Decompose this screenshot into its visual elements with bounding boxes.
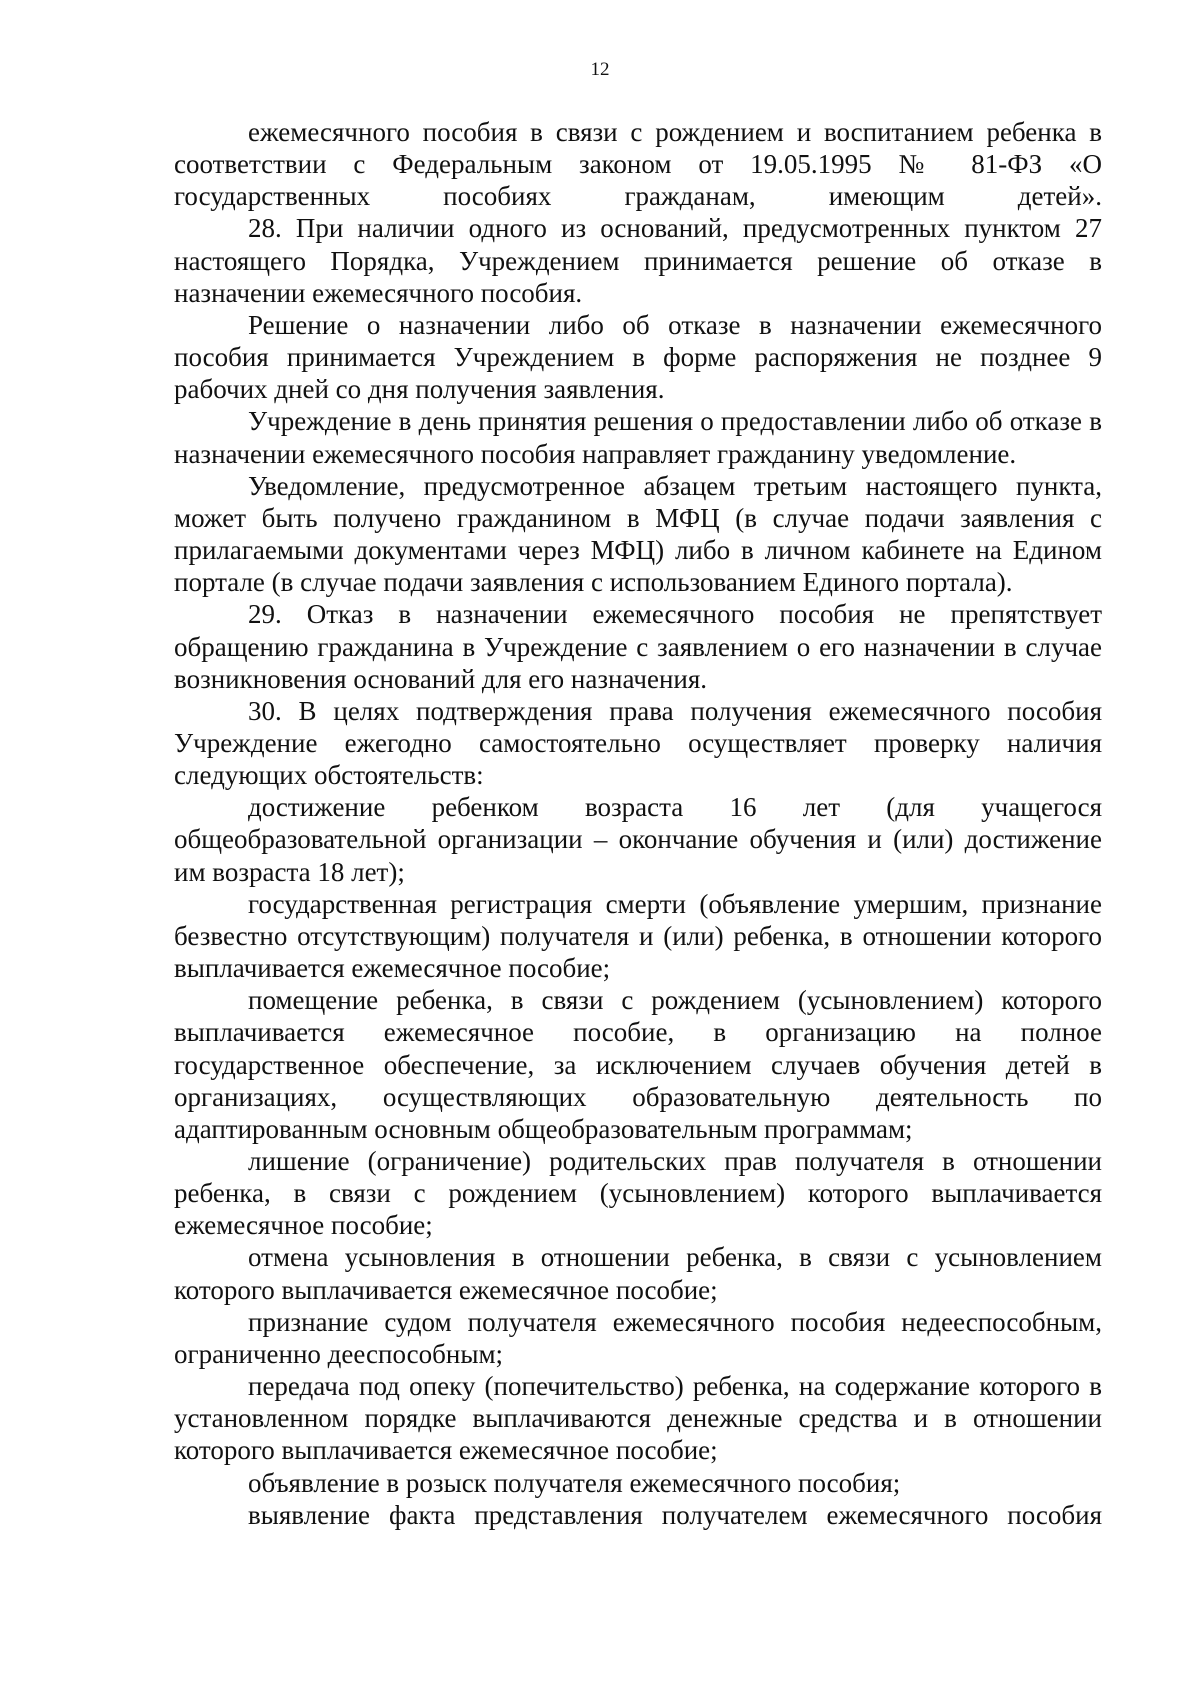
list-item-parental-rights: лишение (ограничение) родительских прав получателя в отношении ребенка, в связи с рождением (усыновлением) которого выплачивается ежемесячное пособие; (174, 1146, 1102, 1241)
list-item-age: достижение ребенком возраста 16 лет (для учащегося общеобразовательной организации – окончание обучения и (или) достижение им возраста 18 лет); (174, 792, 1102, 887)
paragraph-item-29: 29. Отказ в назначении ежемесячного пособия не препятствует обращению гражданина в Учреждение с заявлением о его назначении в случае возникновения оснований для его назначения. (174, 599, 1102, 694)
page-number: 12 (590, 59, 610, 80)
list-item-incapacity: признание судом получателя ежемесячного пособия недееспособным, ограниченно дееспособным; (174, 1306, 1102, 1369)
paragraph-notification-delivery: Уведомление, предусмотренное абзацем третьим настоящего пункта, может быть получено гражданином в МФЦ (в случае подачи заявления с прилагаемыми документами через МФЦ) либо в личном кабинете на Едином портале (в случае подачи заявления с использованием Единого портала). (174, 470, 1102, 598)
list-item-state-care: помещение ребенка, в связи с рождением (усыновлением) которого выплачивается ежемесячное пособие, в организацию на полное государственное обеспечение, за исключением случаев обучения детей в организациях, осуществляющих образовательную деятельность по адаптированным основным общеобразовательным программам; (174, 985, 1102, 1144)
list-item-guardianship: передача под опеку (попечительство) ребенка, на содержание которого в установленном порядке выплачиваются денежные средства и в отношении которого выплачивается ежемесячное пособие; (174, 1371, 1102, 1466)
paragraph-notification: Учреждение в день принятия решения о предоставлении либо об отказе в назначении ежемесячного пособия направляет гражданину уведомление. (174, 406, 1102, 469)
list-item-adoption-cancel: отмена усыновления в отношении ребенка, в связи с усыновлением которого выплачивается ежемесячное пособие; (174, 1242, 1102, 1305)
document-body (174, 116, 1102, 1531)
paragraph-decision: Решение о назначении либо об отказе в назначении ежемесячного пособия принимается Учреждением в форме распоряжения не позднее 9 рабочих дней со дня получения заявления. (174, 309, 1102, 405)
paragraph-continuation: ежемесячного пособия в связи с рождением и воспитанием ребенка в соответствии с Федеральным законом от 19.05.1995 № 81-ФЗ «О государственных пособиях гражданам, имеющим детей». (174, 117, 1102, 212)
paragraph-item-28: 28. При наличии одного из оснований, предусмотренных пунктом 27 настоящего Порядка, Учреждением принимается решение об отказе в назначении ежемесячного пособия. (174, 213, 1102, 308)
paragraph-item-30: 30. В целях подтверждения права получения ежемесячного пособия Учреждение ежегодно самостоятельно осуществляет проверку наличия следующих обстоятельств: (174, 695, 1102, 791)
list-item-death-registration: государственная регистрация смерти (объявление умершим, признание безвестно отсутствующим) получателя и (или) ребенка, в отношении которого выплачивается ежемесячное пособие; (174, 888, 1102, 984)
list-item-wanted: объявление в розыск получателя ежемесячного пособия; (248, 1467, 901, 1498)
list-item-fact-detection: выявление факта представления получателем ежемесячного пособия (248, 1499, 1102, 1530)
